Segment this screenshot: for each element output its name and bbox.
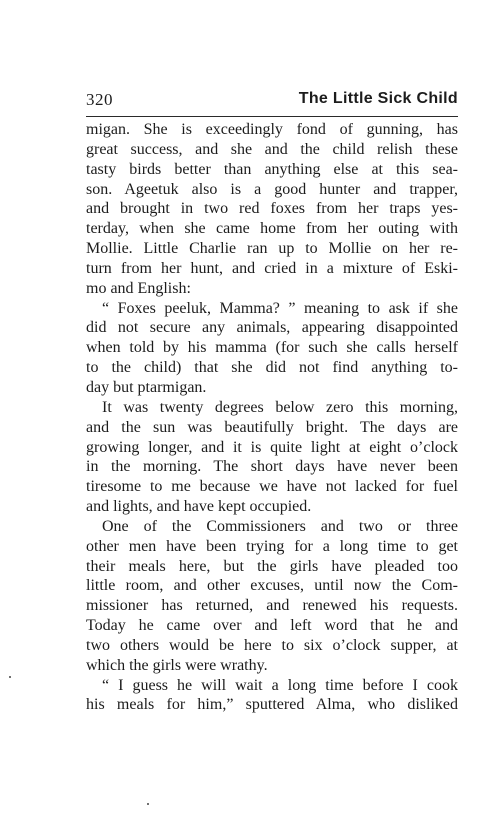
text-line: One of the Commissioners and two or three: [102, 517, 458, 535]
running-title: The Little Sick Child: [298, 90, 458, 107]
text-line: migan. She is exceedingly fond of gunning, has: [86, 121, 458, 138]
text-line: day but ptarmigan.: [86, 378, 207, 396]
running-head: [86, 90, 458, 112]
header-rule: [86, 116, 458, 117]
text-line: in the morning. The short days have never been: [86, 458, 458, 476]
text-line: when told by his mamma (for such she calls herself: [86, 339, 458, 357]
text-line: missioner has returned, and renewed his requests.: [86, 597, 458, 615]
text-line: Mollie. Little Charlie ran up to Mollie on her re-: [86, 240, 458, 258]
text-line: little room, and other excuses, until now the Com-: [86, 577, 458, 595]
text-line: growing longer, and it is quite light at eight o’clock: [86, 438, 458, 456]
text-line: mo and English:: [86, 279, 191, 297]
text-line: which the girls were wrathy.: [86, 656, 268, 674]
text-line: tiresome to me because we have not lacked for fuel: [86, 478, 458, 496]
text-line: tasty birds better than anything else at this sea-: [86, 160, 458, 178]
text-line: terday, when she came home from her outing with: [86, 220, 458, 238]
text-line: great success, and she and the child relish these: [86, 140, 458, 158]
text-line: their meals here, but the girls have pleaded too: [86, 557, 458, 575]
text-line: “ I guess he will wait a long time before I cook: [102, 676, 458, 694]
text-line: turn from her hunt, and cried in a mixture of Eski-: [86, 259, 458, 277]
scan-speck: [9, 676, 11, 678]
page-number: 320: [86, 90, 113, 109]
text-line: It was twenty degrees below zero this morning,: [102, 398, 458, 416]
text-line: and brought in two red foxes from her traps yes-: [86, 200, 458, 218]
text-line: son. Ageetuk also is a good hunter and trapper,: [86, 180, 458, 198]
text-line: did not secure any animals, appearing disappointed: [86, 319, 458, 337]
text-line: “ Foxes peeluk, Mamma? ” meaning to ask if she: [102, 299, 458, 317]
text-line: two others would be here to six o’clock supper, at: [86, 636, 458, 654]
text-line: his meals for him,” sputtered Alma, who disliked: [86, 696, 458, 714]
text-line: and the sun was beautifully bright. The days are: [86, 418, 458, 436]
text-line: Today he came over and left word that he and: [86, 617, 458, 635]
text-line: and lights, and have kept occupied.: [86, 498, 312, 516]
text-line: other men have been trying for a long time to get: [86, 537, 458, 555]
scan-speck: [147, 803, 149, 805]
text-line: to the child) that she did not find anything to-: [86, 359, 458, 377]
body-text: [86, 120, 458, 715]
